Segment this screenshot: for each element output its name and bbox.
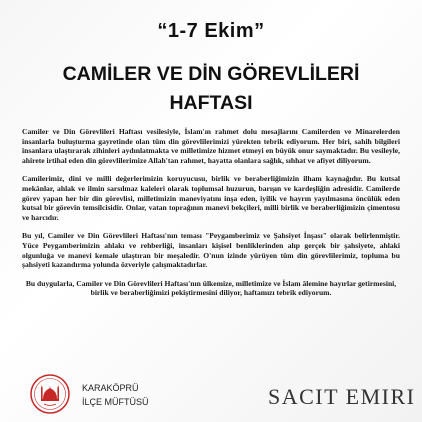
org-line-1: KARAKÖPRÜ (82, 383, 139, 393)
date-heading: “1-7 Ekim” (157, 20, 265, 42)
footer (0, 372, 422, 422)
mufti-logo-icon (30, 374, 70, 414)
title-line-1: CAMİLER VE DİN GÖREVLİLERİ (62, 63, 360, 85)
paragraph-1: Camiler ve Din Görevlileri Haftası vesilesiyle, İslam'ın rahmet dolu mesajlarını Camilerden ve Minarelerden insanlarla buluşturma gayretinde olan tüm din görevlilerimizi yürekten tebrik ediyorum. Her biri, sahih bilgileri insanlara ulaştırarak zihinleri aydınlatmakta ve milletimize hizmet etmeyi en büyük onur saymaktadır. Bu vesileyle, ahirete irtihal eden din görevlilerimize Allah'tan rahmet, hayatta olanlara sağlık, sıhhat ve afiyet diliyorum. (22, 127, 400, 165)
paragraph-4: Bu duygularla, Camiler ve Din Görevlileri Haftası'nın ülkemize, milletimize ve İslam âlemine hayırlar getirmesini, birlik ve beraberliğimizi pekiştirmesini diliyor, haftamızı tebrik ediyorum. (25, 278, 397, 298)
signature: SACIT EMIRI (268, 384, 416, 409)
title-line-2: HAFTASI (169, 92, 253, 114)
organization-name (82, 381, 149, 409)
paragraph-2: Camilerimiz, dini ve milli değerlerimizin koruyucusu, birlik ve beraberliğimizin ilham kaynağıdır. Bu kutsal mekânlar, ahlak ve ilmin sarsılmaz kaleleri olarak toplumsal huzurun, barışın ve kardeşliğin adresidir. Camilerde görev yapan her bir din görevlisi, milletimizin maneviyatını inşa eden, iyilik ve hayrın yayılmasına öncülük eden kutsal bir görevin temsilcisidir. Onlar, vatan toprağının manevi bekçileri, milli birlik ve beraberliğimizin çimentosu ve harcıdır. (22, 174, 400, 222)
message-body (22, 127, 400, 307)
paragraph-3: Bu yıl, Camiler ve Din Görevlileri Haftası'nın teması "Peygamberimiz ve Şahsiyet İnşası" olarak belirlenmiştir. Yüce Peygamberimizin ahlakı ve rehberliği, insanları kişisel benliklerinden alıp gerçek bir şahsiyete, ahlaki olgunluğa ve manevi kemale ulaştıran bir meşaledir. O'nun izinde yürüyen tüm din görevlilerimiz, topluma bu şahsiyeti kazandırma yolunda özveriyle çalışmaktadırlar. (22, 231, 400, 270)
page-title (0, 60, 422, 118)
org-line-2: İLÇE MÜFTÜSÜ (82, 397, 149, 407)
